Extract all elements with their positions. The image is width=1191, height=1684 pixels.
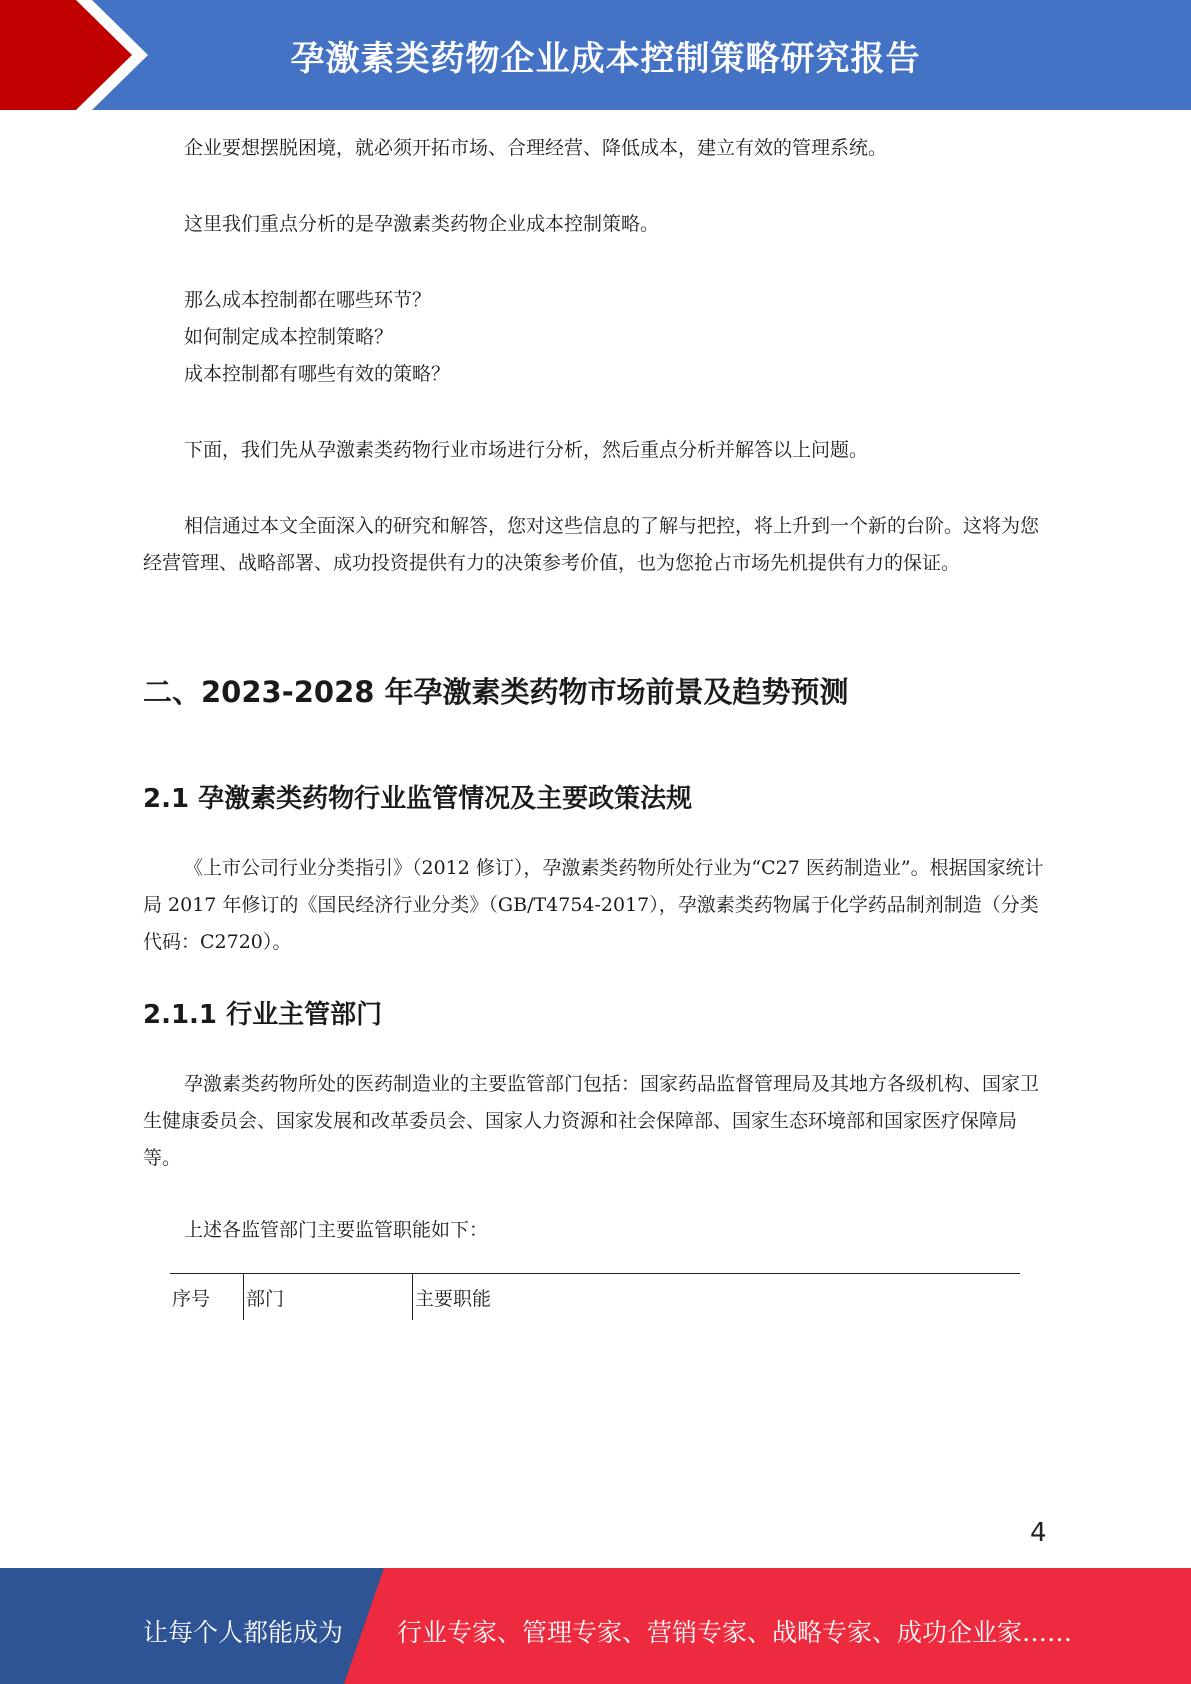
section-2-1-heading: 2.1 孕激素类药物行业监管情况及主要政策法规 <box>143 784 693 814</box>
table-header-functions: 主要职能 <box>412 1274 1020 1320</box>
section-2-1-body: 《上市公司行业分类指引》（2012 修订），孕激素类药物所处行业为“C27 医药制造业”。根据国家统计局 2017 年修订的《国民经济行业分类》（GB/T4754-2017），孕激素类药物属于化学药品制剂制造（分类代码：C2720）。 <box>143 857 1044 953</box>
section-2-heading: 二、2023-2028 年孕激素类药物市场前景及趋势预测 <box>143 675 849 709</box>
paragraph-1: 企业要想摆脱困境，就必须开拓市场、合理经营、降低成本，建立有效的管理系统。 <box>184 137 888 159</box>
paragraph-3: 下面，我们先从孕激素类药物行业市场进行分析，然后重点分析并解答以上问题。 <box>184 439 869 461</box>
report-title: 孕激素类药物企业成本控制策略研究报告 <box>290 38 921 79</box>
paragraph-2: 这里我们重点分析的是孕激素类药物企业成本控制策略。 <box>184 213 660 235</box>
question-1: 那么成本控制都在哪些环节？ <box>184 289 432 311</box>
section-2-1-1-heading: 2.1.1 行业主管部门 <box>143 1000 383 1030</box>
intro-block <box>143 130 1047 582</box>
section-2-1-1-body: 孕激素类药物所处的医药制造业的主要监管部门包括：国家药品监督管理局及其地方各级机构、国家卫生健康委员会、国家发展和改革委员会、国家人力资源和社会保障部、国家生态环境部和国家医疗保障局等。 <box>143 1073 1040 1169</box>
question-3: 成本控制都有哪些有效的策略？ <box>184 363 451 385</box>
table-header-row <box>170 1274 1020 1320</box>
table-intro: 上述各监管部门主要监管职能如下： <box>184 1219 489 1241</box>
page-number: 4 <box>1030 1518 1047 1548</box>
footer-slogan-left: 让每个人都能成为 <box>143 1618 344 1647</box>
table-header-index: 序号 <box>172 1287 211 1310</box>
departments-table <box>170 1273 1020 1320</box>
footer-slogan-right: 行业专家、管理专家、营销专家、战略专家、成功企业家…… <box>397 1618 1073 1647</box>
question-2: 如何制定成本控制策略？ <box>184 326 394 348</box>
paragraph-4: 相信通过本文全面深入的研究和解答，您对这些信息的了解与把控，将上升到一个新的台阶。这将为您经营管理、战略部署、成功投资提供有力的决策参考价值，也为您抢占市场先机提供有力的保证。 <box>143 515 1040 574</box>
header-bar <box>0 0 1191 110</box>
table-header-department: 部门 <box>243 1274 412 1320</box>
